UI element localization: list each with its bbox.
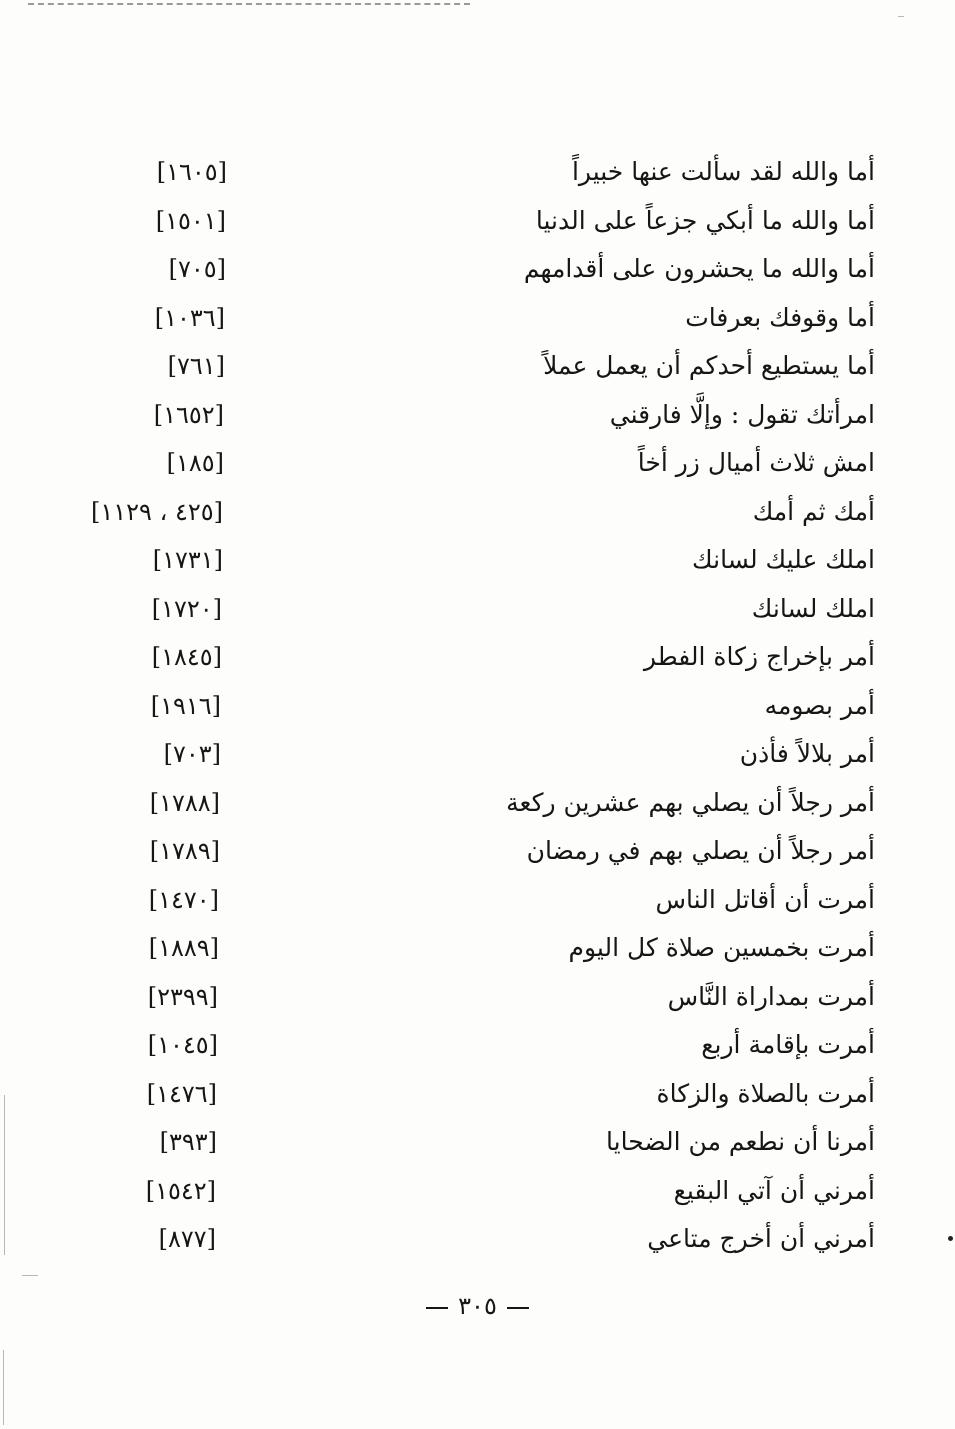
entry-text: أمرني أن أخرج متاعي bbox=[647, 1224, 875, 1253]
index-entry bbox=[0, 975, 955, 1024]
entry-text: أمرت بإقامة أربع bbox=[701, 1030, 875, 1059]
entry-reference-number: [٢٣٩٩] bbox=[147, 982, 218, 1011]
entry-text: أمرت أن أقاتل الناس bbox=[655, 884, 875, 914]
footer-dash-left bbox=[426, 1307, 448, 1309]
entry-reference-number: [١٥٤٢] bbox=[145, 1176, 216, 1205]
entry-text: املك عليك لسانك bbox=[692, 545, 875, 574]
index-entry bbox=[0, 1169, 955, 1218]
entry-text: أمر بلالاً فأذن bbox=[739, 739, 875, 768]
entry-reference-number: [١٧٨٨] bbox=[149, 788, 220, 817]
index-entry bbox=[0, 393, 955, 442]
entry-text: أمك ثم أمك bbox=[752, 496, 875, 526]
entry-reference-number: [١٠٣٦] bbox=[154, 303, 225, 332]
entry-reference-number: [٧٦١] bbox=[167, 352, 225, 380]
index-entry bbox=[0, 684, 955, 733]
index-entry bbox=[0, 732, 955, 781]
entry-text: أمرنا أن نطعم من الضحايا bbox=[606, 1127, 875, 1156]
entry-text: أمرت بخمسين صلاة كل اليوم bbox=[568, 933, 875, 962]
entry-reference-number: [٨٧٧] bbox=[158, 1225, 216, 1253]
entry-reference-number: [١٧٣١] bbox=[152, 546, 223, 574]
index-entry bbox=[0, 247, 955, 296]
entry-text: أمرت بمداراة النَّاس bbox=[667, 981, 875, 1011]
index-entry bbox=[0, 829, 955, 878]
index-entry bbox=[0, 781, 955, 830]
entry-reference-number: [٣٩٣] bbox=[159, 1128, 217, 1156]
entry-text: أمرت بالصلاة والزكاة bbox=[656, 1078, 875, 1108]
entry-text: أمر رجلاً أن يصلي بهم عشرين ركعة bbox=[506, 787, 875, 817]
margin-dot bbox=[948, 1236, 953, 1241]
index-entry bbox=[0, 926, 955, 975]
entry-reference-number: [٧٠٥] bbox=[168, 255, 226, 283]
entry-reference-number: [١٥٠١] bbox=[155, 206, 226, 235]
index-entry bbox=[0, 1120, 955, 1169]
entry-reference-number: [١٦٠٥] bbox=[156, 158, 227, 186]
entry-text: أمر بصومه bbox=[764, 690, 875, 720]
entry-text: املك لسانك bbox=[751, 593, 875, 623]
index-entry bbox=[0, 296, 955, 345]
entry-text: أما يستطيع أحدكم أن يعمل عملاً bbox=[543, 351, 875, 380]
index-entry bbox=[0, 635, 955, 684]
entry-reference-number: [١٨٤٥] bbox=[151, 643, 222, 671]
index-entry-list bbox=[0, 150, 955, 1266]
page-number: ٣٠٥ bbox=[458, 1292, 497, 1320]
entry-text: أما والله ما أبكي جزعاً على الدنيا bbox=[535, 205, 875, 235]
index-entry bbox=[0, 587, 955, 636]
entry-reference-number: [١٩١٦] bbox=[150, 691, 221, 720]
entry-text: أمر بإخراج زكاة الفطر bbox=[643, 642, 875, 671]
scan-artifact-right bbox=[898, 16, 904, 17]
entry-text: امرأتك تقول : وإلَّا فارقني bbox=[609, 399, 875, 429]
entry-reference-number: [٧٠٣] bbox=[163, 740, 221, 768]
entry-text: أما والله لقد سألت عنها خبيراً bbox=[571, 157, 875, 186]
entry-reference-number: [١٧٨٩] bbox=[149, 837, 220, 865]
index-entry bbox=[0, 1217, 955, 1266]
page-footer bbox=[0, 1290, 955, 1322]
index-entry bbox=[0, 1072, 955, 1121]
entry-text: أمرني أن آتي البقيع bbox=[673, 1175, 875, 1205]
index-entry bbox=[0, 490, 955, 539]
scan-artifact-left-3 bbox=[3, 1350, 4, 1425]
entry-text: أما والله ما يحشرون على أقدامهم bbox=[523, 254, 875, 283]
entry-text: امش ثلاث أميال زر أخاً bbox=[637, 448, 875, 477]
entry-reference-number: [١٠٤٥] bbox=[147, 1031, 218, 1059]
index-entry bbox=[0, 344, 955, 393]
entry-reference-number: [٤٢٥ ، ١١٢٩] bbox=[91, 497, 223, 526]
footer-dash-right bbox=[507, 1307, 529, 1309]
index-entry bbox=[0, 150, 955, 199]
index-entry bbox=[0, 878, 955, 927]
entry-reference-number: [١٨٥] bbox=[166, 449, 224, 477]
index-entry bbox=[0, 441, 955, 490]
entry-reference-number: [١٤٧٠] bbox=[148, 885, 219, 914]
entry-text: أمر رجلاً أن يصلي بهم في رمضان bbox=[526, 836, 875, 865]
entry-reference-number: [١٦٥٢] bbox=[153, 400, 224, 429]
index-entry bbox=[0, 199, 955, 248]
entry-reference-number: [١٤٧٦] bbox=[146, 1079, 217, 1108]
index-entry bbox=[0, 1023, 955, 1072]
entry-reference-number: [١٨٨٩] bbox=[148, 934, 219, 962]
entry-text: أما وقوفك بعرفات bbox=[685, 302, 875, 332]
scan-artifact-left-2 bbox=[22, 1275, 38, 1276]
top-dashed-rule bbox=[28, 3, 470, 5]
entry-reference-number: [١٧٢٠] bbox=[151, 594, 222, 623]
index-entry bbox=[0, 538, 955, 587]
